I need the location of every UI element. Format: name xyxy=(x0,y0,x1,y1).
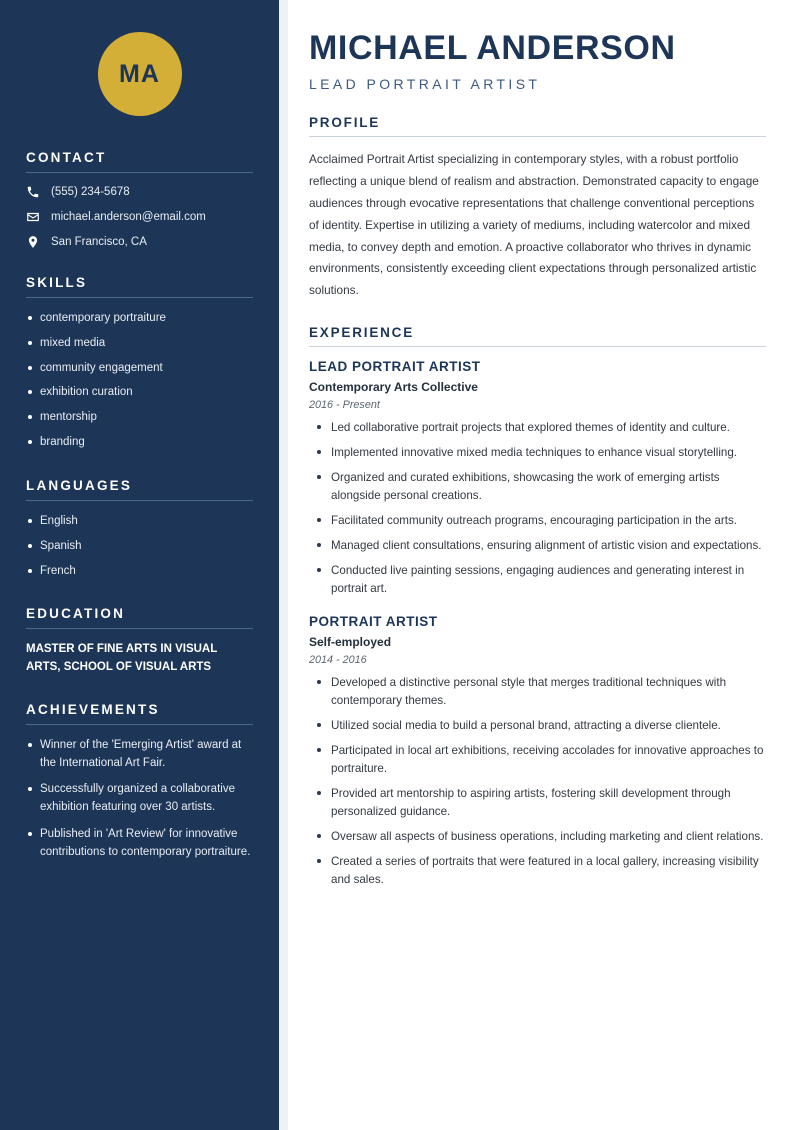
job-role-subtitle: LEAD PORTRAIT ARTIST xyxy=(309,76,541,93)
list-item: French xyxy=(26,563,253,581)
avatar-wrap xyxy=(0,0,279,150)
skills-section-title: SKILLS xyxy=(26,275,253,298)
list-item: contemporary portraiture xyxy=(26,310,253,328)
list-item: Utilized social media to build a personal brand, attracting a diverse clientele. xyxy=(313,717,766,735)
languages-section xyxy=(26,478,253,580)
list-item: English xyxy=(26,513,253,531)
main-content xyxy=(279,0,800,1130)
list-item: Developed a distinctive personal style that merges traditional techniques with contemporary themes. xyxy=(313,674,766,710)
list-item: Spanish xyxy=(26,538,253,556)
list-item: Provided art mentorship to aspiring artists, fostering skill development through personalized guidance. xyxy=(313,785,766,821)
experience-dates: 2014 - 2016 xyxy=(309,653,367,666)
experience-bullet-list xyxy=(309,419,766,598)
contact-section-title: CONTACT xyxy=(26,150,253,173)
list-item: community engagement xyxy=(26,360,253,378)
list-item: mentorship xyxy=(26,409,253,427)
sidebar xyxy=(0,0,279,1130)
profile-section-title: PROFILE xyxy=(309,115,766,137)
profile-text: Acclaimed Portrait Artist specializing in contemporary styles, with a robust portfolio reflecting a unique blend of realism and abstraction. Demonstrated capacity to engage audiences through evocative representations that challenge conventional perceptions of identity. Expertise in utilizing a variety of mediums, including watercolor and mixed media, to convey depth and emotion. A proactive collaborator who thrives in dynamic environments, consistently exceeding client expectations through personalized artistic solutions. xyxy=(309,152,759,298)
profile-section xyxy=(309,115,766,302)
experience-entry xyxy=(309,359,766,598)
experience-job-title: LEAD PORTRAIT ARTIST xyxy=(309,359,481,375)
list-item: Implemented innovative mixed media techniques to enhance visual storytelling. xyxy=(313,444,766,462)
list-item: Participated in local art exhibitions, receiving accolades for innovative approaches to portraiture. xyxy=(313,742,766,778)
list-item: exhibition curation xyxy=(26,384,253,402)
contact-location-value: San Francisco, CA xyxy=(51,236,147,248)
contact-location-row xyxy=(26,235,253,249)
skills-section xyxy=(26,275,253,452)
list-item: Organized and curated exhibitions, showcasing the work of emerging artists alongside personal creations. xyxy=(313,469,766,505)
contact-section xyxy=(26,150,253,249)
experience-section-title: EXPERIENCE xyxy=(309,325,766,347)
education-section xyxy=(26,606,253,676)
list-item: Facilitated community outreach programs, encouraging participation in the arts. xyxy=(313,512,766,530)
location-pin-icon xyxy=(26,235,40,249)
experience-entry xyxy=(309,614,766,889)
languages-section-title: LANGUAGES xyxy=(26,478,253,501)
experience-dates: 2016 - Present xyxy=(309,399,380,412)
list-item: Published in 'Art Review' for innovative contributions to contemporary portraiture. xyxy=(26,826,253,862)
list-item: Created a series of portraits that were featured in a local gallery, increasing visibility and sales. xyxy=(313,853,766,889)
list-item: Oversaw all aspects of business operations, including marketing and client relations. xyxy=(313,828,766,846)
education-entry: MASTER OF FINE ARTS IN VISUAL ARTS, SCHOOL OF VISUAL ARTS xyxy=(26,643,218,673)
achievements-list xyxy=(26,737,253,862)
skills-list xyxy=(26,310,253,452)
contact-email-row xyxy=(26,210,253,224)
avatar-initials: MA xyxy=(98,32,182,116)
list-item: Successfully organized a collaborative exhibition featuring over 30 artists. xyxy=(26,781,253,817)
contact-phone-value: (555) 234-5678 xyxy=(51,186,130,198)
page-title: MICHAEL ANDERSON xyxy=(309,29,676,67)
experience-bullet-list xyxy=(309,674,766,889)
list-item: Conducted live painting sessions, engaging audiences and generating interest in portrait art. xyxy=(313,562,766,598)
languages-list xyxy=(26,513,253,580)
education-section-title: EDUCATION xyxy=(26,606,253,629)
list-item: Winner of the 'Emerging Artist' award at the International Art Fair. xyxy=(26,737,253,773)
envelope-icon xyxy=(26,210,40,224)
experience-company: Contemporary Arts Collective xyxy=(309,380,478,395)
experience-section xyxy=(309,325,766,888)
phone-icon xyxy=(26,185,40,199)
list-item: branding xyxy=(26,434,253,452)
experience-company: Self-employed xyxy=(309,634,392,649)
contact-phone-row xyxy=(26,185,253,199)
list-item: Led collaborative portrait projects that explored themes of identity and culture. xyxy=(313,419,766,437)
list-item: mixed media xyxy=(26,335,253,353)
experience-job-title: PORTRAIT ARTIST xyxy=(309,613,438,629)
achievements-section xyxy=(26,702,253,862)
contact-email-value: michael.anderson@email.com xyxy=(51,211,206,223)
achievements-section-title: ACHIEVEMENTS xyxy=(26,702,253,725)
list-item: Managed client consultations, ensuring alignment of artistic vision and expectations. xyxy=(313,537,766,555)
